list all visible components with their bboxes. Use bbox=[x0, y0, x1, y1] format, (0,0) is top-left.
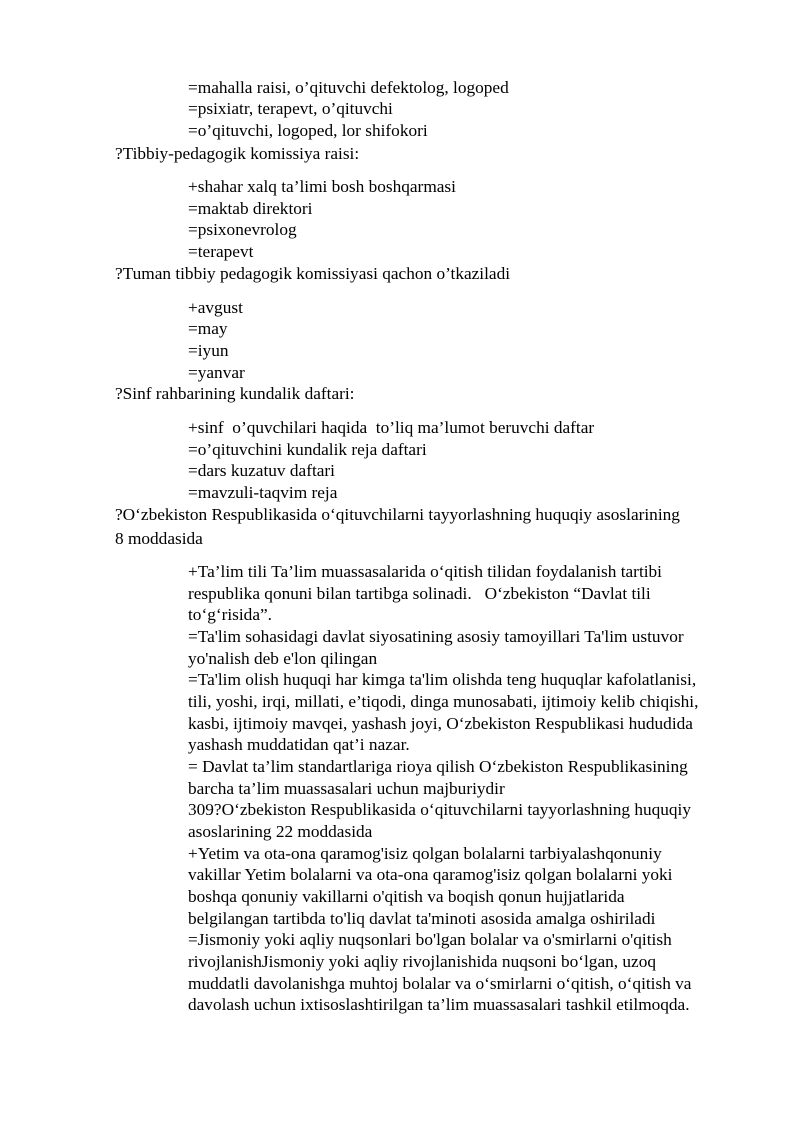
question-line: ?O‘zbekiston Respublikasida o‘qituvchilarni tayyorlashning huquqiy asoslarining bbox=[115, 505, 680, 524]
answer-line: +sinf o’quvchilari haqida to’liq ma’lumot beruvchi daftar bbox=[188, 418, 595, 437]
question-line: 8 moddasida bbox=[115, 529, 203, 548]
answer-line: +shahar xalq ta’limi bosh boshqarmasi bbox=[188, 177, 456, 196]
answer-line: muddatli davolanishga muhtoj bolalar va o‘smirlarni o‘qitish, o‘qitish va bbox=[188, 974, 692, 993]
answer-line: =o’qituvchi, logoped, lor shifokori bbox=[188, 121, 428, 140]
answer-line: = Davlat ta’lim standartlariga rioya qilish O‘zbekiston Respublikasining bbox=[188, 757, 688, 776]
answer-line: =Jismoniy yoki aqliy nuqsonlari bo'lgan bolalar va o'smirlarni o'qitish bbox=[188, 930, 672, 949]
answer-line: =iyun bbox=[188, 341, 229, 360]
answer-line: =yanvar bbox=[188, 363, 245, 382]
answer-line: =Ta'lim olish huquqi har kimga ta'lim olishda teng huquqlar kafolatlanisi, bbox=[188, 670, 697, 689]
answer-line: respublika qonuni bilan tartibga solinadi. O‘zbekiston “Davlat tili bbox=[188, 584, 651, 603]
answer-line: =o’qituvchini kundalik reja daftari bbox=[188, 440, 427, 459]
answer-line: =Ta'lim sohasidagi davlat siyosatining asosiy tamoyillari Ta'lim ustuvor bbox=[188, 627, 684, 646]
question-line: ?Tibbiy-pedagogik komissiya raisi: bbox=[115, 144, 360, 163]
answer-line: =psixiatr, terapevt, o’qituvchi bbox=[188, 99, 393, 118]
question-line: ?Sinf rahbarining kundalik daftari: bbox=[115, 384, 355, 403]
answer-line: vakillar Yetim bolalarni va ota-ona qaramog'isiz qolgan bolalarni yoki bbox=[188, 865, 673, 884]
answer-line: belgilangan tartibda to'liq davlat ta'minoti asosida amalga oshiriladi bbox=[188, 909, 656, 928]
answer-line: =psixonevrolog bbox=[188, 220, 297, 239]
answer-line: rivojlanishJismoniy yoki aqliy rivojlanishida nuqsoni bo‘lgan, uzoq bbox=[188, 952, 656, 971]
question-line: ?Tuman tibbiy pedagogik komissiyasi qachon o’tkaziladi bbox=[115, 264, 511, 283]
answer-line: tili, yoshi, irqi, millati, e’tiqodi, dinga munosabati, ijtimoiy kelib chiqishi, bbox=[188, 692, 699, 711]
answer-line: barcha ta’lim muassasalari uchun majburiydir bbox=[188, 779, 505, 798]
answer-line: +Ta’lim tili Ta’lim muassasalarida o‘qitish tilidan foydalanish tartibi bbox=[188, 562, 662, 581]
answer-line: kasbi, ijtimoiy mavqei, yashash joyi, O‘zbekiston Respublikasi hududida bbox=[188, 714, 693, 733]
answer-line: +Yetim va ota-ona qaramog'isiz qolgan bolalarni tarbiyalashqonuniy bbox=[188, 844, 662, 863]
answer-line: boshqa qonuniy vakillarni o'qitish va boqish qonun hujjatlarida bbox=[188, 887, 625, 906]
answer-line: =may bbox=[188, 319, 228, 338]
answer-line: =maktab direktori bbox=[188, 199, 313, 218]
answer-line: yashash muddatidan qat’i nazar. bbox=[188, 735, 410, 754]
answer-line: yo'nalish deb e'lon qilingan bbox=[188, 649, 378, 668]
answer-line: to‘g‘risida”. bbox=[188, 605, 272, 624]
answer-line: =mahalla raisi, o’qituvchi defektolog, logoped bbox=[188, 78, 509, 97]
answer-line: +avgust bbox=[188, 298, 243, 317]
question-line: 309?O‘zbekiston Respublikasida o‘qituvchilarni tayyorlashning huquqiy bbox=[188, 800, 691, 819]
answer-line: =dars kuzatuv daftari bbox=[188, 461, 335, 480]
question-line: asoslarining 22 moddasida bbox=[188, 822, 373, 841]
answer-line: =mavzuli-taqvim reja bbox=[188, 483, 338, 502]
answer-line: =terapevt bbox=[188, 242, 254, 261]
answer-line: davolash uchun ixtisoslashtirilgan ta’lim muassasalari tashkil etilmoqda. bbox=[188, 995, 690, 1014]
